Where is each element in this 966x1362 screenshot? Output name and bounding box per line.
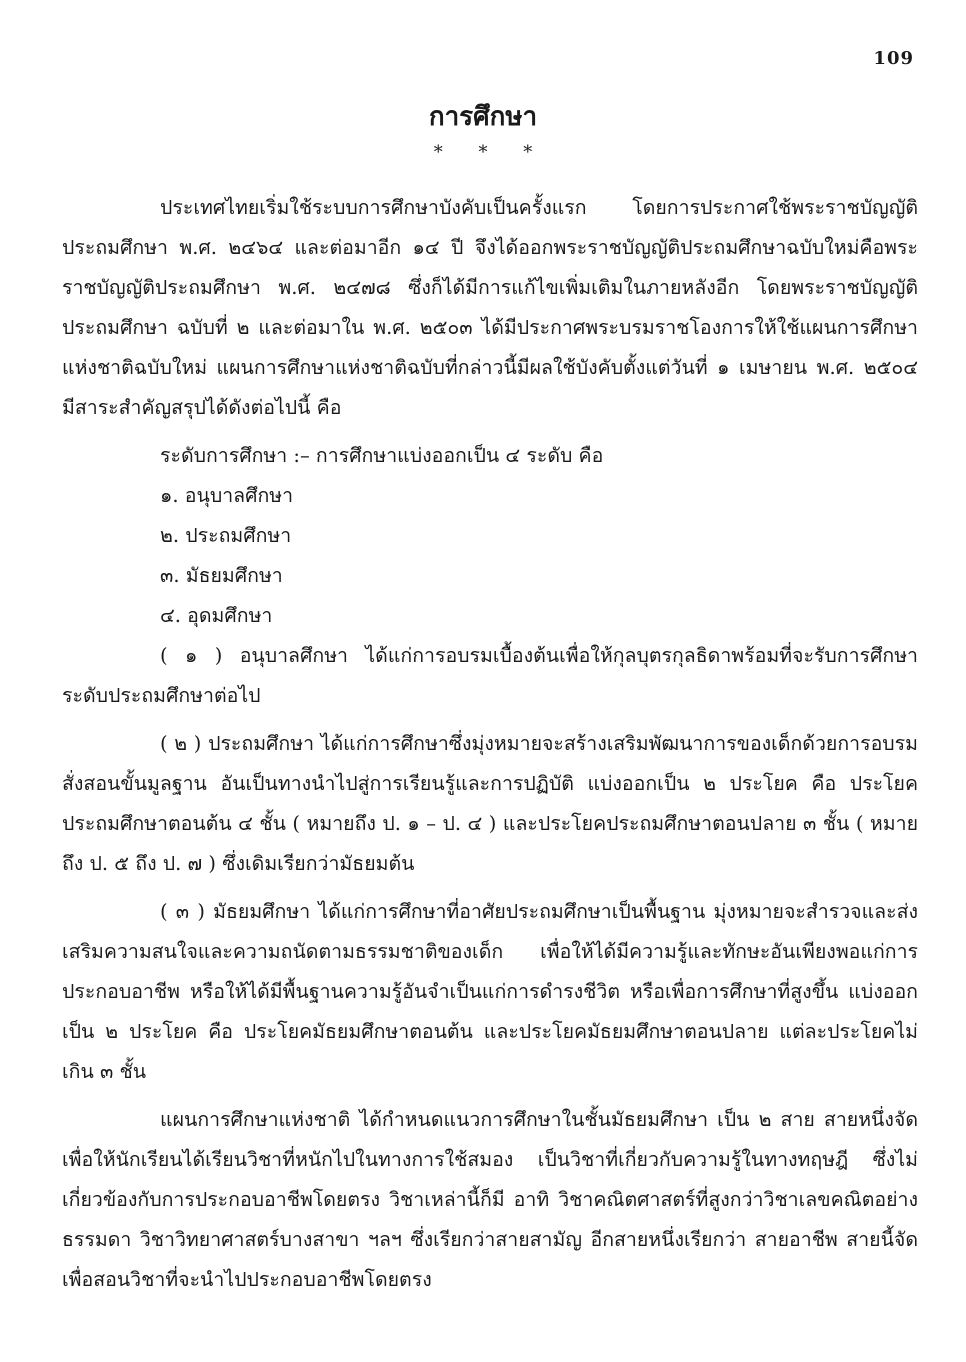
level-item-3: ๓. มัธยมศึกษา <box>160 564 283 587</box>
intro-paragraph: ประเทศไทยเริ่มใช้ระบบการศึกษาบังคับเป็นครั้งแรก โดยการประกาศใช้พระราชบัญญัติประถมศึกษา พ.ศ. ๒๔๖๔ และต่อมาอีก ๑๔ ปี จึงได้ออกพระราชบัญญัติประถมศึกษาฉบับใหม่คือพระราชบัญญัติประถมศึกษา พ.ศ. ๒๔๗๘ ซึ่งก็ได้มีการแก้ไขเพิ่มเติมในภายหลังอีก โดยพระราชบัญญัติประถมศึกษา ฉบับที่ ๒ และต่อมาใน พ.ศ. ๒๕๐๓ ได้มีประกาศพระบรมราชโองการให้ใช้แผนการศึกษาแห่งชาติฉบับใหม่ แผนการศึกษาแห่งชาติฉบับที่กล่าวนี้มีผลใช้บังคับตั้งแต่วันที่ ๑ เมษายน พ.ศ. ๒๕๐๔ มีสาระสำคัญสรุปได้ดังต่อไปนี้ คือ <box>62 196 918 419</box>
levels-heading: ระดับการศึกษา :– การศึกษาแบ่งออกเป็น ๔ ระดับ คือ <box>160 444 604 467</box>
level-item-4: ๔. อุดมศึกษา <box>160 604 273 627</box>
detail-paragraph-kindergarten: ( ๑ ) อนุบาลศึกษา ได้แก่การอบรมเบื้องต้นเพื่อให้กุลบุตรกุลธิดาพร้อมที่จะรับการศึกษาระดับประถมศึกษาต่อไป <box>62 644 918 707</box>
plan-paragraph: แผนการศึกษาแห่งชาติ ได้กำหนดแนวการศึกษาในชั้นมัธยมศึกษา เป็น ๒ สาย สายหนึ่งจัดเพื่อให้นักเรียนได้เรียนวิชาที่หนักไปในทางการใช้สมอง เป็นวิชาที่เกี่ยวกับความรู้ในทางทฤษฎี ซึ่งไม่เกี่ยวข้องกับการประกอบอาชีพโดยตรง วิชาเหล่านี้ก็มี อาทิ วิชาคณิตศาสตร์ที่สูงกว่าวิชาเลขคณิตอย่างธรรมดา วิชาวิทยาศาสตร์บางสาขา ฯลฯ ซึ่งเรียกว่าสายสามัญ อีกสายหนึ่งเรียกว่า สายอาชีพ สายนี้จัดเพื่อสอนวิชาที่จะนำไปประกอบอาชีพโดยตรง <box>62 1108 918 1291</box>
document-body <box>62 188 918 1300</box>
level-item-1: ๑. อนุบาลศึกษา <box>160 484 294 507</box>
page-number: 109 <box>873 48 914 69</box>
page-title: การศึกษา <box>428 102 538 132</box>
detail-paragraph-secondary: ( ๓ ) มัธยมศึกษา ได้แก่การศึกษาที่อาศัยประถมศึกษาเป็นพื้นฐาน มุ่งหมายจะสำรวจและส่งเสริมความสนใจและความถนัดตามธรรมชาติของเด็ก เพื่อให้ได้มีความรู้และทักษะอันเพียงพอแก่การประกอบอาชีพ หรือให้ได้มีพื้นฐานความรู้อันจำเป็นแก่การดำรงชีวิต หรือเพื่อการศึกษาที่สูงขึ้น แบ่งออกเป็น ๒ ประโยค คือ ประโยคมัธยมศึกษาตอนต้น และประโยคมัธยมศึกษาตอนปลาย แต่ละประโยคไม่เกิน ๓ ชั้น <box>62 900 918 1083</box>
level-item-2: ๒. ประถมศึกษา <box>160 524 292 547</box>
detail-paragraph-primary: ( ๒ ) ประถมศึกษา ได้แก่การศึกษาซึ่งมุ่งหมายจะสร้างเสริมพัฒนาการของเด็กด้วยการอบรมสั่งสอนขั้นมูลฐาน อันเป็นทางนำไปสู่การเรียนรู้และการปฏิบัติ แบ่งออกเป็น ๒ ประโยค คือ ประโยคประถมศึกษาตอนต้น ๔ ชั้น ( หมายถึง ป. ๑ – ป. ๔ ) และประโยคประถมศึกษาตอนปลาย ๓ ชั้น ( หมายถึง ป. ๕ ถึง ป. ๗ ) ซึ่งเดิมเรียกว่ามัธยมต้น <box>62 732 918 875</box>
section-separator: * * * <box>433 142 533 163</box>
